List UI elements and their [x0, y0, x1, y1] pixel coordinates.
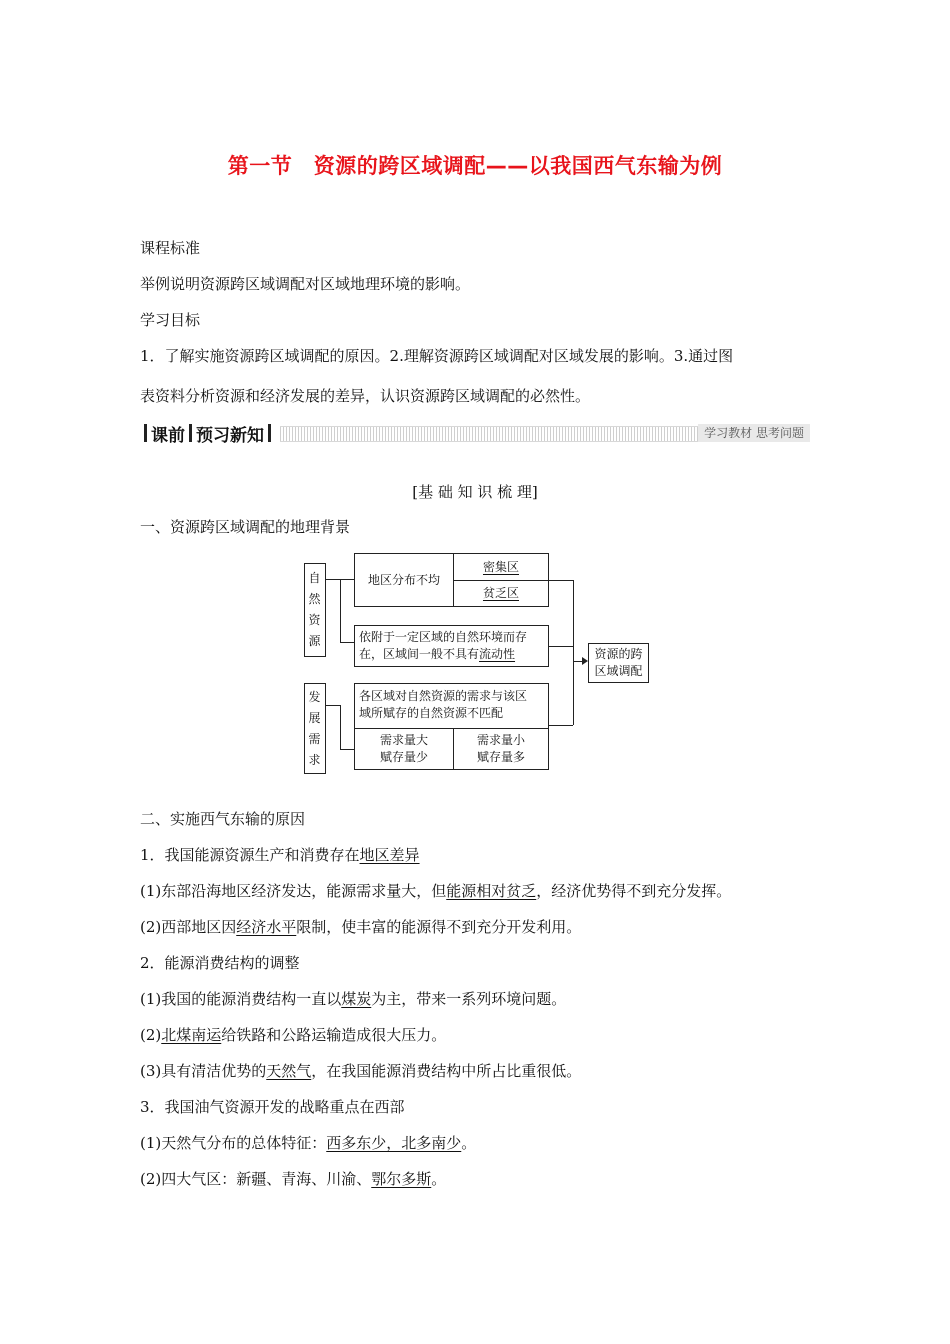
uneven-distribution-box: 地区分布不均 [354, 553, 454, 607]
standard-text: 举例说明资源跨区域调配对区域地理环境的影响。 [140, 275, 471, 293]
p3a-answer: 西多东少，北多南少 [326, 1134, 462, 1152]
p1b-text: (2)西部地区因 [140, 918, 237, 936]
objectives-heading: 学习目标 [140, 311, 201, 329]
p2a-text: (1)我国的能源消费结构一直以 [140, 990, 342, 1008]
connector [549, 580, 573, 581]
low-demand-box [453, 728, 549, 770]
p1-answer: 地区差异 [359, 846, 420, 864]
environment-line-1: 依附于一定区域的自然环境而存 [359, 630, 528, 644]
high-demand-line-1: 需求量大 [379, 733, 428, 747]
banner-label-b: 预习新知 [196, 425, 264, 446]
part2-p1a [140, 881, 731, 901]
connector [340, 642, 354, 643]
part2-p2c [140, 1061, 581, 1081]
dense-area-box [453, 553, 549, 581]
part2-p2: 2．能源消费结构的调整 [140, 954, 300, 972]
p2c-tail: ，在我国能源消费结构中所占比重很低。 [311, 1062, 582, 1080]
banner-label [140, 423, 279, 446]
page-title: 第一节 资源的跨区域调配——以我国西气东输为例 [227, 154, 723, 178]
connector [326, 579, 354, 580]
p3a-tail: 。 [461, 1134, 477, 1152]
p2b-tail: 给铁路和公路运输造成很大压力。 [221, 1026, 447, 1044]
part2-p3a [140, 1133, 476, 1153]
p2b-answer: 北煤南运 [161, 1026, 222, 1044]
part2-p2a [140, 989, 566, 1009]
resource-allocation-box [588, 643, 649, 683]
banner-bar [144, 424, 147, 442]
arrow-line [573, 661, 585, 662]
part1-heading: 一、资源跨区域调配的地理背景 [140, 518, 351, 536]
poor-area-label: 贫乏区 [482, 586, 519, 600]
part2-p2b [140, 1025, 446, 1045]
poor-area-box [453, 580, 549, 607]
mismatch-box [354, 683, 549, 729]
environment-dependence-box [354, 625, 549, 667]
development-needs-label: 发展需求 [308, 689, 321, 767]
dense-area-label: 密集区 [482, 559, 519, 574]
part2-p3b [140, 1169, 446, 1189]
mismatch-line-1: 各区域对自然资源的需求与该区 [359, 689, 528, 703]
p3b-tail: 。 [431, 1170, 447, 1188]
p3a-text: (1)天然气分布的总体特征： [140, 1134, 327, 1152]
connector [340, 749, 354, 750]
part2-p3: 3．我国油气资源开发的战略重点在西部 [140, 1098, 405, 1116]
p3b-answer: 鄂尔多斯 [371, 1170, 432, 1188]
p3b-text: (2)四大气区：新疆、青海、川渝、 [140, 1170, 372, 1188]
low-demand-line-1: 需求量小 [476, 733, 525, 747]
part2-heading: 二、实施西气东输的原因 [140, 810, 306, 828]
natural-resources-box [304, 563, 326, 657]
p1-text: 1．我国能源资源生产和消费存在 [140, 846, 360, 864]
development-needs-box [304, 683, 326, 774]
natural-resources-label: 自然资源 [308, 571, 321, 648]
p2a-answer: 煤炭 [341, 990, 372, 1008]
banner-bar [189, 424, 192, 442]
high-demand-line-2: 赋存量少 [379, 750, 428, 764]
p2b-text: (2) [140, 1026, 162, 1044]
high-demand-box [354, 728, 454, 770]
p2a-tail: 为主，带来一系列环境问题。 [371, 990, 567, 1008]
mismatch-line-2: 域所赋存的自然资源不匹配 [359, 706, 504, 720]
connector [340, 579, 341, 642]
part2-p1 [140, 845, 420, 865]
p1a-text: (1)东部沿海地区经济发达，能源需求量大，但 [140, 882, 447, 900]
section-banner [140, 423, 810, 446]
allocation-line-1: 资源的跨 [594, 647, 643, 661]
low-demand-line-2: 赋存量多 [476, 750, 525, 764]
standard-heading: 课程标准 [140, 239, 201, 257]
banner-bar [268, 424, 271, 442]
objectives-line-2: 表资料分析资源和经济发展的差异，认识资源跨区域调配的必然性。 [140, 387, 591, 405]
mobility-term: 流动性 [479, 647, 516, 661]
connector [573, 580, 574, 725]
connector [549, 725, 573, 726]
banner-right-label: 学习教材 思考问题 [698, 424, 810, 442]
connector [326, 705, 340, 706]
banner-label-a: 课前 [151, 425, 185, 446]
p1b-tail: 限制，使丰富的能源得不到充分开发利用。 [296, 918, 582, 936]
part2-p1b [140, 917, 581, 937]
arrow-head [582, 657, 588, 665]
p1b-answer: 经济水平 [236, 918, 297, 936]
p2c-answer: 天然气 [266, 1062, 312, 1080]
objectives-line-1: 1．了解实施资源跨区域调配的原因。2.理解资源跨区域调配对区域发展的影响。3.通过图 [140, 347, 734, 365]
environment-line-2 [359, 646, 544, 663]
p2c-text: (3)具有清洁优势的 [140, 1062, 267, 1080]
section-label: [基 础 知 识 梳 理] [412, 483, 538, 501]
allocation-line-2: 区域调配 [594, 664, 643, 678]
connector [549, 646, 573, 647]
p1a-answer: 能源相对贫乏 [446, 882, 537, 900]
connector [340, 705, 341, 749]
environment-line-2-text: 在，区域间一般不具有 [359, 647, 480, 661]
p1a-tail: ，经济优势得不到充分发挥。 [536, 882, 732, 900]
